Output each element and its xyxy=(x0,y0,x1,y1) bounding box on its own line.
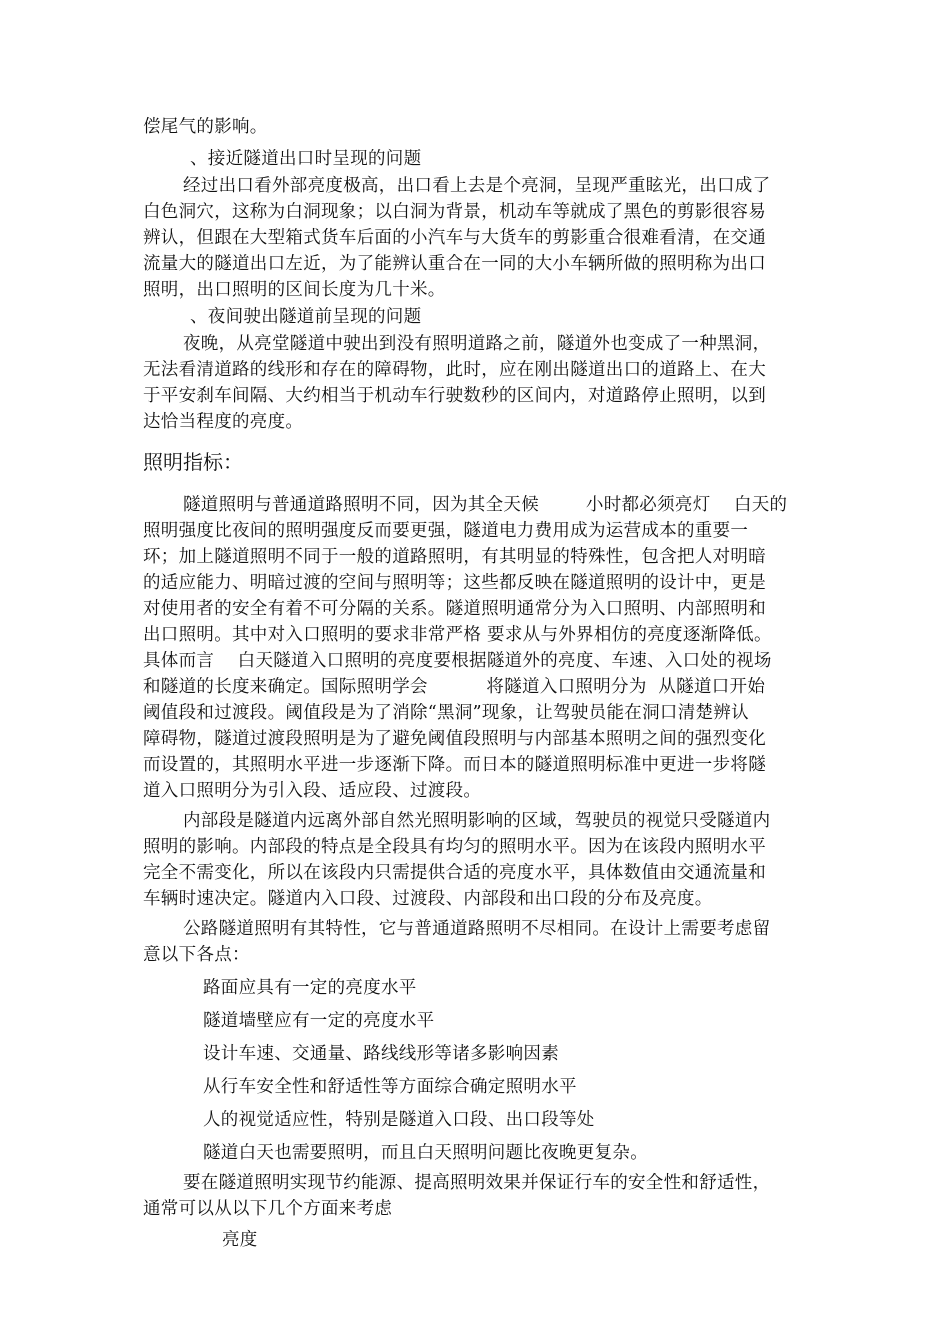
paragraph-line: 内部段是隧道内远离外部自然光照明影响的区域，驾驶员的视觉只受隧道内 xyxy=(183,811,771,831)
paragraph-line: 流量大的隧道出口左近，为了能辨认重合在一同的大小车辆所做的照明称为出口 xyxy=(143,254,766,274)
paragraph-line: 道入口照明分为引入段、适应段、过渡段。 xyxy=(143,781,482,801)
paragraph-line: 环；加上隧道照明不同于一般的道路照明，有其明显的特殊性，包含把人对明暗 xyxy=(143,547,766,567)
paragraph-line: 和隧道的长度来确定。国际照明学会 将隧道入口照明分为 从隧道口开始 xyxy=(143,677,766,697)
paragraph-line: 无法看清道路的线形和存在的障碍物，此时，应在刚出隧道出口的道路上、在大 xyxy=(143,360,766,380)
subheading-night: 、夜间驶出隧道前呈现的问题 xyxy=(190,307,422,327)
paragraph-line: 意以下各点： xyxy=(143,945,250,965)
paragraph-line: 障碍物，隧道过渡段照明是为了避免阈值段照明与内部基本照明之间的强烈变化 xyxy=(143,729,766,749)
list-item-brightness: 亮度 xyxy=(222,1230,258,1250)
paragraph-line: 于平安刹车间隔、大约相当于机动车行驶数秒的区间内，对道路停止照明，以到 xyxy=(143,386,766,406)
list-item: 路面应具有一定的亮度水平 xyxy=(203,978,417,998)
section-heading: 照明指标： xyxy=(143,450,243,474)
list-item: 隧道白天也需要照明，而且白天照明问题比夜晚更复杂。 xyxy=(203,1143,648,1163)
paragraph-line: 辨认，但跟在大型箱式货车后面的小汽车与大货车的剪影重合很难看清，在交通 xyxy=(143,228,766,248)
paragraph-line: 照明的影响。内部段的特点是全段具有均匀的照明水平。因为在该段内照明水平 xyxy=(143,837,766,857)
paragraph-line: 具体而言 白天隧道入口照明的亮度要根据隧道外的亮度、车速、入口处的视场 xyxy=(143,651,772,671)
paragraph-line: 的适应能力、明暗过渡的空间与照明等；这些都反映在隧道照明的设计中，更是 xyxy=(143,573,766,593)
paragraph-line: 白色洞穴，这称为白洞现象；以白洞为背景，机动车等就成了黑色的剪影很容易 xyxy=(143,202,766,222)
list-item: 设计车速、交通量、路线线形等诸多影响因素 xyxy=(203,1044,559,1064)
paragraph-line: 夜晚，从亮堂隧道中驶出到没有照明道路之前，隧道外也变成了一种黑洞， xyxy=(183,334,771,354)
paragraph-line: 公路隧道照明有其特性，它与普通道路照明不尽相同。在设计上需要考虑留 xyxy=(183,919,771,939)
paragraph-line: 而设置的，其照明水平进一步逐渐下降。而日本的隧道照明标准中更进一步将隧 xyxy=(143,755,766,775)
subheading-exit: 、接近隧道出口时呈现的问题 xyxy=(190,149,422,169)
paragraph-line: 照明，出口照明的区间长度为几十米。 xyxy=(143,280,446,300)
paragraph-line: 要在隧道照明实现节约能源、提高照明效果并保证行车的安全性和舒适性， xyxy=(183,1173,771,1193)
paragraph-line: 隧道照明与普通道路照明不同，因为其全天候 小时都必须亮灯 白天的 xyxy=(183,495,788,515)
list-item: 从行车安全性和舒适性等方面综合确定照明水平 xyxy=(203,1077,577,1097)
list-item: 隧道墙壁应有一定的亮度水平 xyxy=(203,1011,435,1031)
paragraph-line: 车辆时速决定。隧道内入口段、过渡段、内部段和出口段的分布及亮度。 xyxy=(143,889,713,909)
paragraph-line: 对使用者的安全有着不可分隔的关系。隧道照明通常分为入口照明、内部照明和 xyxy=(143,599,766,619)
paragraph-tail: 偿尾气的影响。 xyxy=(143,117,268,137)
paragraph-line: 出口照明。其中对入口照明的要求非常严格 要求从与外界相仿的亮度逐渐降低。 xyxy=(143,625,772,645)
paragraph-line: 照明强度比夜间的照明强度反而要更强，隧道电力费用成为运营成本的重要一 xyxy=(143,521,749,541)
paragraph-line: 通常可以从以下几个方面来考虑 xyxy=(143,1199,393,1219)
list-item: 人的视觉适应性，特别是隧道入口段、出口段等处 xyxy=(203,1110,595,1130)
paragraph-line: 经过出口看外部亮度极高，出口看上去是个亮洞，呈现严重眩光，出口成了 xyxy=(183,176,771,196)
paragraph-line: 阈值段和过渡段。阈值段是为了消除“黑洞”现象，让驾驶员能在洞口清楚辨认 xyxy=(143,703,749,723)
paragraph-line: 达恰当程度的亮度。 xyxy=(143,412,304,432)
paragraph-line: 完全不需变化，所以在该段内只需提供合适的亮度水平，具体数值由交通流量和 xyxy=(143,863,766,883)
